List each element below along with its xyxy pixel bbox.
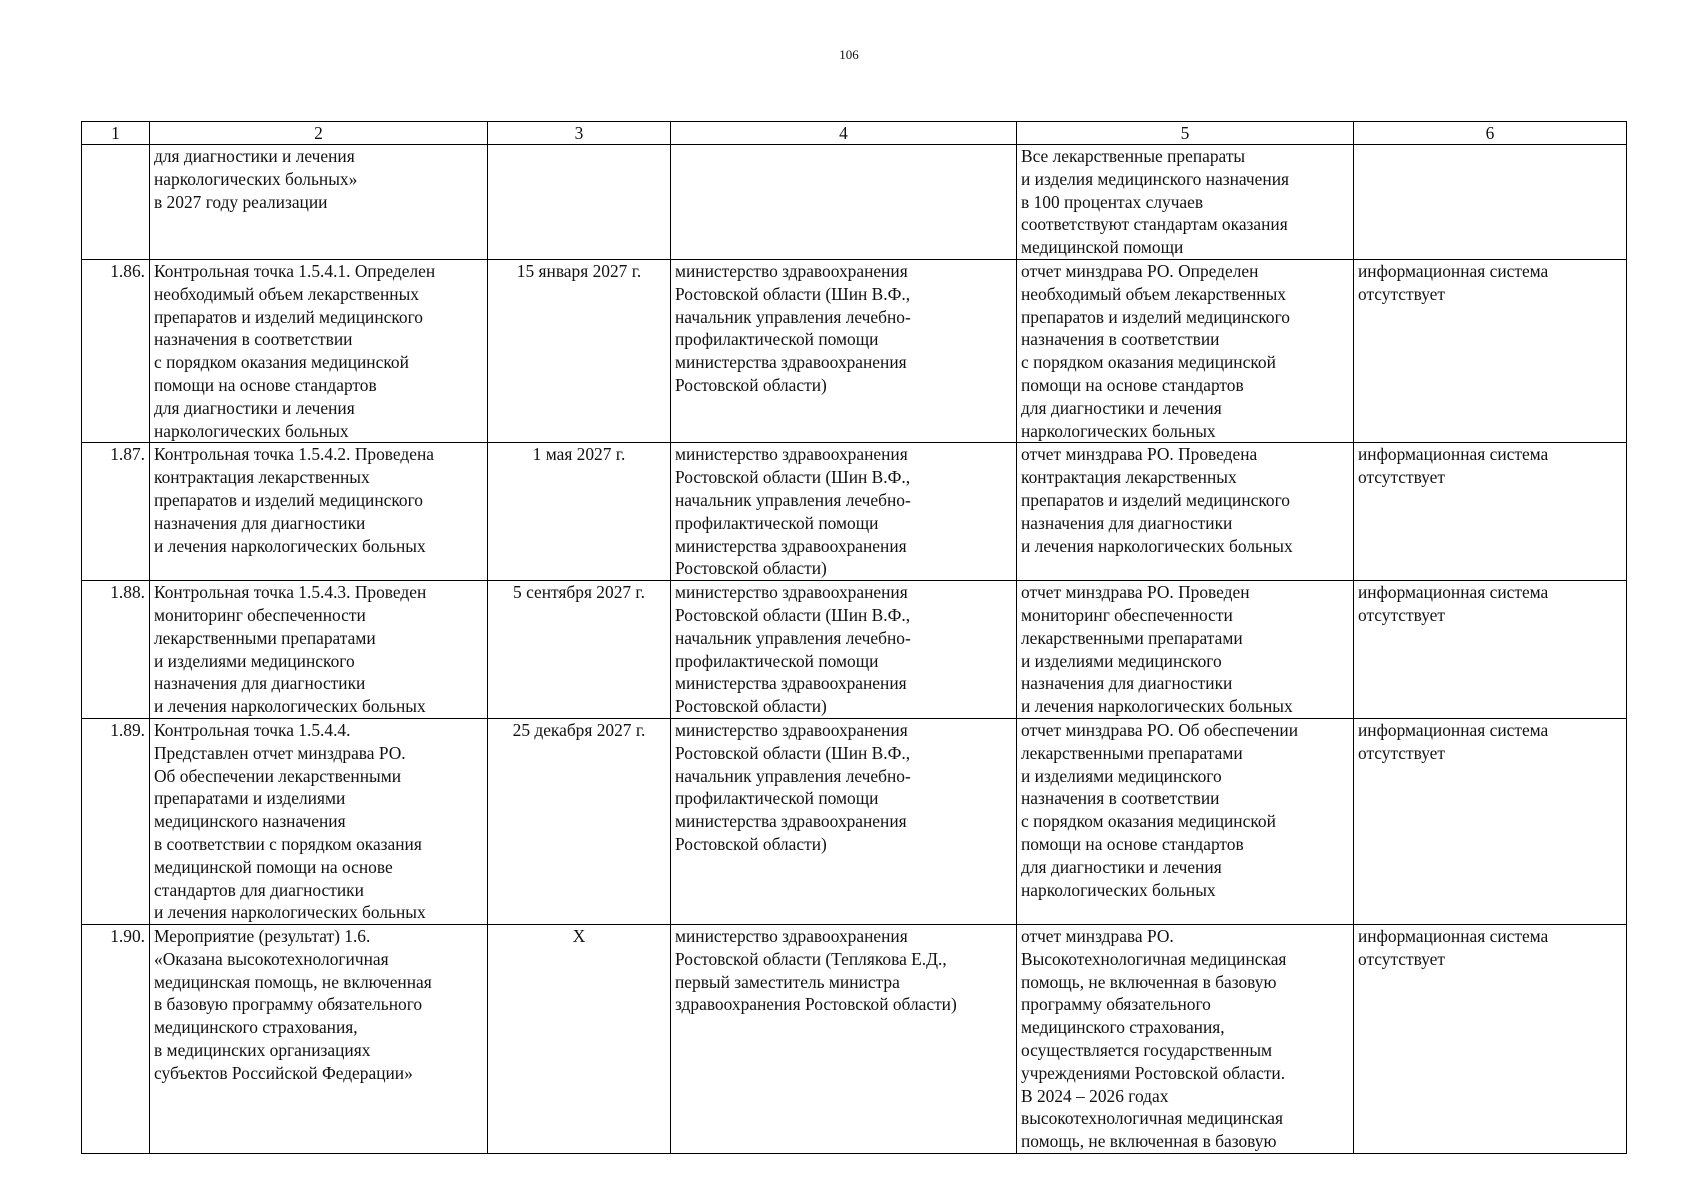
result-cell-line: отчет минздрава РО. Об обеспечении bbox=[1021, 719, 1299, 740]
event-cell-line: необходимый объем лекарственных bbox=[154, 283, 419, 304]
info-system-cell bbox=[1354, 259, 1627, 442]
responsible-cell-line: Ростовской области) bbox=[675, 833, 827, 854]
responsible-cell-line: Ростовской области (Теплякова Е.Д., bbox=[675, 948, 947, 969]
row-number-cell: 1.86. bbox=[82, 259, 150, 442]
info-system-cell bbox=[1354, 443, 1627, 581]
event-cell-line: Контрольная точка 1.5.4.4. bbox=[154, 719, 351, 740]
event-cell-line: и изделиями медицинского bbox=[154, 650, 355, 671]
event-cell bbox=[150, 581, 488, 719]
info-system-cell-line: информационная система bbox=[1358, 260, 1549, 281]
result-cell-line: контрактация лекарственных bbox=[1021, 467, 1237, 488]
responsible-cell-line: профилактической помощи bbox=[675, 650, 879, 671]
table-row bbox=[82, 581, 1627, 719]
event-cell-line: Контрольная точка 1.5.4.1. Определен bbox=[154, 260, 436, 281]
event-cell-line: в медицинских организациях bbox=[154, 1040, 371, 1061]
date-cell: 5 сентября 2027 г. bbox=[488, 581, 671, 719]
responsible-cell-line: министерство здравоохранения bbox=[675, 719, 908, 740]
responsible-cell-line: первый заместитель министра bbox=[675, 971, 900, 992]
result-cell-line: и лечения наркологических больных bbox=[1021, 535, 1293, 556]
column-header-1: 1 bbox=[82, 122, 150, 145]
result-cell bbox=[1017, 718, 1354, 924]
responsible-cell-line: министерства здравоохранения bbox=[675, 811, 907, 832]
result-cell-line: с порядком оказания медицинской bbox=[1021, 352, 1276, 373]
result-cell-line: назначения в соответствии bbox=[1021, 788, 1220, 809]
event-cell-line: Мероприятие (результат) 1.6. bbox=[154, 926, 371, 947]
event-cell bbox=[150, 718, 488, 924]
responsible-cell-line: министерство здравоохранения bbox=[675, 926, 908, 947]
event-cell-line: в базовую программу обязательного bbox=[154, 994, 423, 1015]
date-cell: 15 января 2027 г. bbox=[488, 259, 671, 442]
result-cell-line: учреждениями Ростовской области. bbox=[1021, 1062, 1286, 1083]
responsible-cell-line: Ростовской области (Шин В.Ф., bbox=[675, 467, 911, 488]
result-cell-line: мониторинг обеспеченности bbox=[1021, 604, 1233, 625]
responsible-cell-line: начальник управления лечебно- bbox=[675, 627, 911, 648]
plan-table bbox=[81, 121, 1627, 1154]
event-cell-line: медицинская помощь, не включенная bbox=[154, 971, 432, 992]
result-cell-line: медицинского страхования, bbox=[1021, 1017, 1225, 1038]
result-cell bbox=[1017, 443, 1354, 581]
event-cell-line: назначения для диагностики bbox=[154, 512, 366, 533]
result-cell-line: отчет минздрава РО. bbox=[1021, 926, 1174, 947]
event-cell-line: для диагностики и лечения bbox=[154, 397, 355, 418]
result-cell-line: для диагностики и лечения bbox=[1021, 856, 1222, 877]
info-system-cell-line: информационная система bbox=[1358, 444, 1549, 465]
responsible-cell-line: здравоохранения Ростовской области) bbox=[675, 994, 957, 1015]
result-cell-line: необходимый объем лекарственных bbox=[1021, 283, 1286, 304]
date-cell: Х bbox=[488, 925, 671, 1154]
event-cell-line: медицинского страхования, bbox=[154, 1017, 358, 1038]
event-cell-line: и лечения наркологических больных bbox=[154, 696, 426, 717]
responsible-cell bbox=[671, 925, 1017, 1154]
table-row bbox=[82, 925, 1627, 1154]
column-header-4: 4 bbox=[671, 122, 1017, 145]
event-cell-line: Представлен отчет минздрава РО. bbox=[154, 742, 406, 763]
responsible-cell-line: министерства здравоохранения bbox=[675, 535, 907, 556]
result-cell-line: лекарственными препаратами bbox=[1021, 742, 1243, 763]
event-cell-line: наркологических больных bbox=[154, 420, 349, 441]
result-cell-line: назначения для диагностики bbox=[1021, 512, 1233, 533]
event-cell bbox=[150, 925, 488, 1154]
column-header-5: 5 bbox=[1017, 122, 1354, 145]
event-cell-line: субъектов Российской Федерации» bbox=[154, 1062, 413, 1083]
result-cell-line: препаратов и изделий медицинского bbox=[1021, 306, 1291, 327]
info-system-cell-line: информационная система bbox=[1358, 582, 1549, 603]
result-cell-line: отчет минздрава РО. Определен bbox=[1021, 260, 1259, 281]
responsible-cell-line: Ростовской области (Шин В.Ф., bbox=[675, 283, 911, 304]
event-cell-line: медицинской помощи на основе bbox=[154, 856, 393, 877]
responsible-cell bbox=[671, 145, 1017, 260]
result-cell-line: высокотехнологичная медицинская bbox=[1021, 1108, 1284, 1129]
result-cell-line: и изделиями медицинского bbox=[1021, 765, 1222, 786]
responsible-cell bbox=[671, 259, 1017, 442]
row-number-cell: 1.90. bbox=[82, 925, 150, 1154]
info-system-cell-line: информационная система bbox=[1358, 926, 1549, 947]
responsible-cell-line: министерство здравоохранения bbox=[675, 444, 908, 465]
date-cell: 1 мая 2027 г. bbox=[488, 443, 671, 581]
event-cell-line: Контрольная точка 1.5.4.3. Проведен bbox=[154, 582, 427, 603]
event-cell-line: назначения в соответствии bbox=[154, 329, 353, 350]
responsible-cell-line: министерство здравоохранения bbox=[675, 582, 908, 603]
info-system-cell-line: отсутствует bbox=[1358, 604, 1445, 625]
result-cell-line: помощи на основе стандартов bbox=[1021, 833, 1244, 854]
column-header-6: 6 bbox=[1354, 122, 1627, 145]
result-cell-line: отчет минздрава РО. Проведен bbox=[1021, 582, 1250, 603]
row-number-cell: 1.89. bbox=[82, 718, 150, 924]
responsible-cell-line: начальник управления лечебно- bbox=[675, 306, 911, 327]
responsible-cell-line: Ростовской области (Шин В.Ф., bbox=[675, 604, 911, 625]
result-cell-line: назначения в соответствии bbox=[1021, 329, 1220, 350]
result-cell-line: наркологических больных bbox=[1021, 420, 1216, 441]
table-row bbox=[82, 145, 1627, 260]
responsible-cell-line: профилактической помощи bbox=[675, 788, 879, 809]
result-cell-line: и изделиями медицинского bbox=[1021, 650, 1222, 671]
column-header-2: 2 bbox=[150, 122, 488, 145]
result-cell-line: препаратов и изделий медицинского bbox=[1021, 489, 1291, 510]
info-system-cell-line: отсутствует bbox=[1358, 283, 1445, 304]
result-cell-line: соответствуют стандартам оказания bbox=[1021, 214, 1288, 235]
event-cell-line: препаратов и изделий медицинского bbox=[154, 306, 424, 327]
result-cell-line: отчет минздрава РО. Проведена bbox=[1021, 444, 1258, 465]
event-cell-line: стандартов для диагностики bbox=[154, 879, 364, 900]
column-header-3: 3 bbox=[488, 122, 671, 145]
responsible-cell-line: министерства здравоохранения bbox=[675, 352, 907, 373]
event-cell-line: Контрольная точка 1.5.4.2. Проведена bbox=[154, 444, 434, 465]
event-cell-line: «Оказана высокотехнологичная bbox=[154, 948, 389, 969]
result-cell bbox=[1017, 581, 1354, 719]
responsible-cell-line: Ростовской области) bbox=[675, 374, 827, 395]
responsible-cell-line: Ростовской области) bbox=[675, 696, 827, 717]
result-cell-line: с порядком оказания медицинской bbox=[1021, 811, 1276, 832]
info-system-cell-line: отсутствует bbox=[1358, 948, 1445, 969]
responsible-cell-line: начальник управления лечебно- bbox=[675, 489, 911, 510]
result-cell bbox=[1017, 259, 1354, 442]
responsible-cell-line: профилактической помощи bbox=[675, 329, 879, 350]
table-row bbox=[82, 443, 1627, 581]
result-cell-line: Высокотехнологичная медицинская bbox=[1021, 948, 1287, 969]
table-row bbox=[82, 259, 1627, 442]
result-cell-line: медицинской помощи bbox=[1021, 237, 1184, 258]
event-cell-line: контрактация лекарственных bbox=[154, 467, 370, 488]
info-system-cell-line: отсутствует bbox=[1358, 467, 1445, 488]
event-cell-line: лекарственными препаратами bbox=[154, 627, 376, 648]
event-cell bbox=[150, 443, 488, 581]
responsible-cell bbox=[671, 581, 1017, 719]
responsible-cell-line: Ростовской области (Шин В.Ф., bbox=[675, 742, 911, 763]
row-number-cell bbox=[82, 145, 150, 260]
result-cell bbox=[1017, 925, 1354, 1154]
column-header-row bbox=[82, 122, 1627, 145]
event-cell bbox=[150, 145, 488, 260]
event-cell-line: препаратами и изделиями bbox=[154, 788, 346, 809]
event-cell-line: в 2027 году реализации bbox=[154, 191, 328, 212]
info-system-cell bbox=[1354, 145, 1627, 260]
event-cell-line: назначения для диагностики bbox=[154, 673, 366, 694]
event-cell-line: наркологических больных» bbox=[154, 168, 358, 189]
row-number-cell: 1.87. bbox=[82, 443, 150, 581]
responsible-cell-line: профилактической помощи bbox=[675, 512, 879, 533]
responsible-cell-line: министерство здравоохранения bbox=[675, 260, 908, 281]
event-cell-line: и лечения наркологических больных bbox=[154, 902, 426, 923]
result-cell bbox=[1017, 145, 1354, 260]
result-cell-line: В 2024 – 2026 годах bbox=[1021, 1085, 1169, 1106]
responsible-cell-line: Ростовской области) bbox=[675, 558, 827, 579]
result-cell-line: помощи на основе стандартов bbox=[1021, 374, 1244, 395]
table-body bbox=[82, 145, 1627, 1154]
result-cell-line: лекарственными препаратами bbox=[1021, 627, 1243, 648]
result-cell-line: для диагностики и лечения bbox=[1021, 397, 1222, 418]
page-number: 106 bbox=[839, 47, 859, 62]
event-cell bbox=[150, 259, 488, 442]
event-cell-line: Об обеспечении лекарственными bbox=[154, 765, 402, 786]
event-cell-line: медицинского назначения bbox=[154, 811, 346, 832]
responsible-cell bbox=[671, 443, 1017, 581]
date-cell bbox=[488, 145, 671, 260]
event-cell-line: помощи на основе стандартов bbox=[154, 374, 377, 395]
event-cell-line: препаратов и изделий медицинского bbox=[154, 489, 424, 510]
result-cell-line: и лечения наркологических больных bbox=[1021, 696, 1293, 717]
result-cell-line: в 100 процентах случаев bbox=[1021, 191, 1204, 212]
responsible-cell-line: министерства здравоохранения bbox=[675, 673, 907, 694]
responsible-cell bbox=[671, 718, 1017, 924]
event-cell-line: с порядком оказания медицинской bbox=[154, 352, 409, 373]
responsible-cell-line: начальник управления лечебно- bbox=[675, 765, 911, 786]
date-cell: 25 декабря 2027 г. bbox=[488, 718, 671, 924]
result-cell-line: наркологических больных bbox=[1021, 879, 1216, 900]
result-cell-line: осуществляется государственным bbox=[1021, 1040, 1273, 1061]
info-system-cell bbox=[1354, 925, 1627, 1154]
result-cell-line: Все лекарственные препараты bbox=[1021, 146, 1246, 166]
info-system-cell bbox=[1354, 581, 1627, 719]
info-system-cell-line: отсутствует bbox=[1358, 742, 1445, 763]
event-cell-line: для диагностики и лечения bbox=[154, 146, 355, 166]
event-cell-line: в соответствии с порядком оказания bbox=[154, 833, 422, 854]
info-system-cell-line: информационная система bbox=[1358, 719, 1549, 740]
result-cell-line: назначения для диагностики bbox=[1021, 673, 1233, 694]
event-cell-line: и лечения наркологических больных bbox=[154, 535, 426, 556]
row-number-cell: 1.88. bbox=[82, 581, 150, 719]
table-row bbox=[82, 718, 1627, 924]
info-system-cell bbox=[1354, 718, 1627, 924]
result-cell-line: помощь, не включенная в базовую bbox=[1021, 971, 1277, 992]
result-cell-line: программу обязательного bbox=[1021, 994, 1211, 1015]
result-cell-line: и изделия медицинского назначения bbox=[1021, 168, 1290, 189]
result-cell-line: помощь, не включенная в базовую bbox=[1021, 1131, 1277, 1152]
event-cell-line: мониторинг обеспеченности bbox=[154, 604, 366, 625]
